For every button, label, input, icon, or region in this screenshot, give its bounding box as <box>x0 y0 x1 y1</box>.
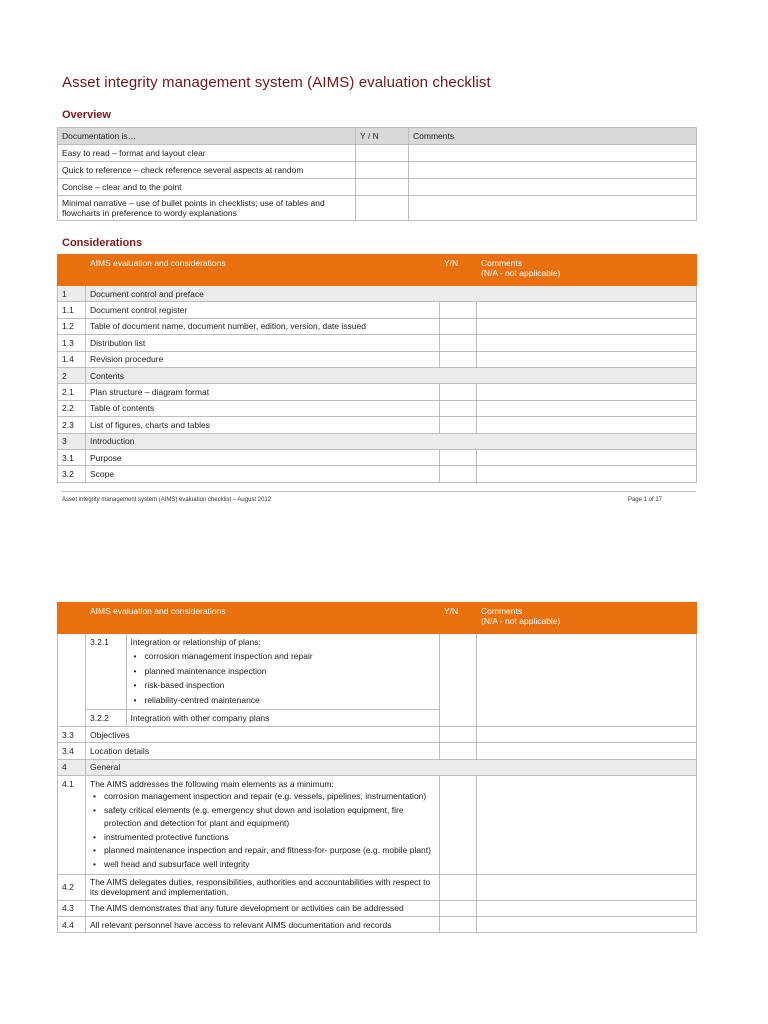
yn-cell[interactable] <box>440 874 477 900</box>
yn-cell[interactable] <box>440 466 477 482</box>
comment-cell[interactable] <box>477 318 697 334</box>
section-row <box>58 286 697 302</box>
comment-cell[interactable] <box>477 417 697 433</box>
item-number: 3.1 <box>58 449 86 465</box>
header-yn: Y/N <box>440 603 477 634</box>
comment-cell[interactable] <box>477 743 697 759</box>
list-item: • well head and subsurface well integrity <box>90 858 435 872</box>
yn-cell[interactable] <box>440 351 477 367</box>
table-row <box>58 417 697 433</box>
comment-cell[interactable] <box>409 179 697 196</box>
yn-cell[interactable] <box>440 335 477 351</box>
overview-header-documentation: Documentation is… <box>58 128 356 145</box>
yn-cell[interactable] <box>440 726 477 742</box>
page-2 <box>0 590 768 1024</box>
yn-cell[interactable] <box>440 634 477 727</box>
considerations-heading: Considerations <box>62 237 143 249</box>
yn-cell[interactable] <box>440 302 477 318</box>
item-text: Document control register <box>86 302 440 318</box>
table-row <box>58 351 697 367</box>
overview-criterion: Easy to read – format and layout clear <box>58 145 356 162</box>
table-row <box>58 634 697 727</box>
table-row <box>58 179 697 196</box>
item-text: The AIMS delegates duties, responsibilities, authorities and accountabilities with respect to its development and implementation. <box>86 874 440 900</box>
item-text: Location details <box>86 743 440 759</box>
table-row <box>58 400 697 416</box>
item-text: All relevant personnel have access to relevant AIMS documentation and records <box>86 917 440 933</box>
item-number: 2 <box>58 367 86 383</box>
list-item: • planned maintenance inspection and repair, and fitness-for- purpose (e.g. mobile plant) <box>90 844 435 858</box>
table-row <box>58 318 697 334</box>
item-text: Revision procedure <box>86 351 440 367</box>
yn-cell[interactable] <box>356 179 409 196</box>
item-number: 3.2.1 <box>86 634 126 710</box>
item-text: Integration or relationship of plans: <box>130 637 261 647</box>
header-item: AIMS evaluation and considerations <box>86 603 440 634</box>
comment-cell[interactable] <box>477 449 697 465</box>
overview-table <box>57 127 697 221</box>
section-row <box>58 367 697 383</box>
table-row <box>58 196 697 221</box>
overview-criterion: Quick to reference – check reference several aspects at random <box>58 162 356 179</box>
comment-cell[interactable] <box>477 351 697 367</box>
table-row <box>58 162 697 179</box>
yn-cell[interactable] <box>356 196 409 221</box>
item-text: Scope <box>86 466 440 482</box>
page-number: Page 1 of 17 <box>627 497 662 503</box>
comment-cell[interactable] <box>477 726 697 742</box>
yn-cell[interactable] <box>440 449 477 465</box>
item-number: 3.3 <box>58 726 86 742</box>
overview-criterion: Concise – clear and to the point <box>58 179 356 196</box>
section-title: General <box>86 759 697 775</box>
table-row <box>58 776 697 875</box>
header-comments: Comments (N/A - not applicable) <box>477 603 697 634</box>
item-text: Table of contents <box>86 400 440 416</box>
table-row <box>58 726 697 742</box>
list-item: • corrosion management inspection and repair (e.g. vessels, pipelines, instrumentation) <box>90 790 435 804</box>
item-text: The AIMS addresses the following main elements as a minimum: <box>90 779 334 790</box>
item-number: 2.1 <box>58 384 86 400</box>
comment-cell[interactable] <box>409 196 697 221</box>
list-item: • instrumented protective functions <box>90 831 435 845</box>
bullet-list <box>90 790 435 872</box>
item-number: 4.4 <box>58 917 86 933</box>
item-text: Objectives <box>86 726 440 742</box>
list-item: • planned maintenance inspection <box>131 664 436 679</box>
yn-cell[interactable] <box>440 743 477 759</box>
table-row <box>58 900 697 916</box>
bullet-list <box>131 649 436 707</box>
overview-criterion: Minimal narrative – use of bullet points in checklists; use of tables and flowcharts in preference to wordy explanations <box>58 196 356 221</box>
header-yn: Y/N <box>440 255 477 286</box>
item-text: Plan structure – diagram format <box>86 384 440 400</box>
table-row <box>58 384 697 400</box>
table-row <box>58 917 697 933</box>
table-row <box>58 743 697 759</box>
yn-cell[interactable] <box>440 417 477 433</box>
list-item: • risk-based inspection <box>131 678 436 693</box>
table-row <box>58 335 697 351</box>
yn-cell[interactable] <box>440 917 477 933</box>
comment-cell[interactable] <box>477 302 697 318</box>
item-number: 3 <box>58 433 86 449</box>
item-number: 2.2 <box>58 400 86 416</box>
list-item: • reliability-centred maintenance <box>131 693 436 708</box>
item-number: 1.3 <box>58 335 86 351</box>
item-number: 1.4 <box>58 351 86 367</box>
item-number: 4.1 <box>58 776 86 875</box>
item-text: Integration with other company plans <box>126 710 439 726</box>
comment-cell[interactable] <box>477 900 697 916</box>
comment-cell[interactable] <box>477 634 697 727</box>
footer-text: Asset integrity management system (AIMS) evaluation checklist – August 2012 <box>62 497 272 503</box>
page-footer <box>62 491 696 503</box>
yn-cell[interactable] <box>440 384 477 400</box>
yn-cell[interactable] <box>440 900 477 916</box>
item-text: The AIMS demonstrates that any future development or activities can be addressed <box>86 900 440 916</box>
item-number: 1 <box>58 286 86 302</box>
comment-cell[interactable] <box>409 145 697 162</box>
item-number: 3.4 <box>58 743 86 759</box>
yn-cell[interactable] <box>440 400 477 416</box>
item-number: 1.2 <box>58 318 86 334</box>
comment-cell[interactable] <box>477 384 697 400</box>
item-text: List of figures, charts and tables <box>86 417 440 433</box>
yn-cell[interactable] <box>440 318 477 334</box>
item-number: 4 <box>58 759 86 775</box>
considerations-table-page-1 <box>57 254 697 483</box>
item-text: Distribution list <box>86 335 440 351</box>
comment-cell[interactable] <box>477 335 697 351</box>
list-item: • safety critical elements (e.g. emergency shut down and isolation equipment, fire protection and detection for plant and equipment) <box>90 804 435 831</box>
overview-heading: Overview <box>62 109 111 121</box>
yn-cell[interactable] <box>356 145 409 162</box>
comment-cell[interactable] <box>477 776 697 875</box>
item-number: 1.1 <box>58 302 86 318</box>
item-text: Table of document name, document number, edition, version, date issued <box>86 318 440 334</box>
item-number: 3.2 <box>58 466 86 482</box>
section-title: Introduction <box>86 433 697 449</box>
item-number: 4.2 <box>58 874 86 900</box>
table-row <box>58 449 697 465</box>
table-row <box>58 302 697 318</box>
comment-cell[interactable] <box>477 466 697 482</box>
section-row <box>58 759 697 775</box>
considerations-table-page-2 <box>57 602 697 933</box>
table-row <box>58 874 697 900</box>
table-row <box>58 466 697 482</box>
header-comments: Comments (N/A - not applicable) <box>477 255 697 286</box>
comment-cell[interactable] <box>477 874 697 900</box>
page-gap <box>0 540 768 590</box>
section-title: Document control and preface <box>86 286 697 302</box>
overview-header-comments: Comments <box>409 128 697 145</box>
item-number: 4.3 <box>58 900 86 916</box>
document-title: Asset integrity management system (AIMS) evaluation checklist <box>62 74 491 91</box>
item-number: 2.3 <box>58 417 86 433</box>
section-row <box>58 433 697 449</box>
yn-cell[interactable] <box>356 162 409 179</box>
list-item: • corrosion management inspection and repair <box>131 649 436 664</box>
comment-cell[interactable] <box>409 162 697 179</box>
comment-cell[interactable] <box>477 917 697 933</box>
item-text: Purpose <box>86 449 440 465</box>
section-title: Contents <box>86 367 697 383</box>
header-item: AIMS evaluation and considerations <box>86 255 440 286</box>
yn-cell[interactable] <box>440 776 477 875</box>
item-number: 3.2.2 <box>86 710 126 726</box>
table-row <box>58 145 697 162</box>
comment-cell[interactable] <box>477 400 697 416</box>
overview-header-yn: Y / N <box>356 128 409 145</box>
